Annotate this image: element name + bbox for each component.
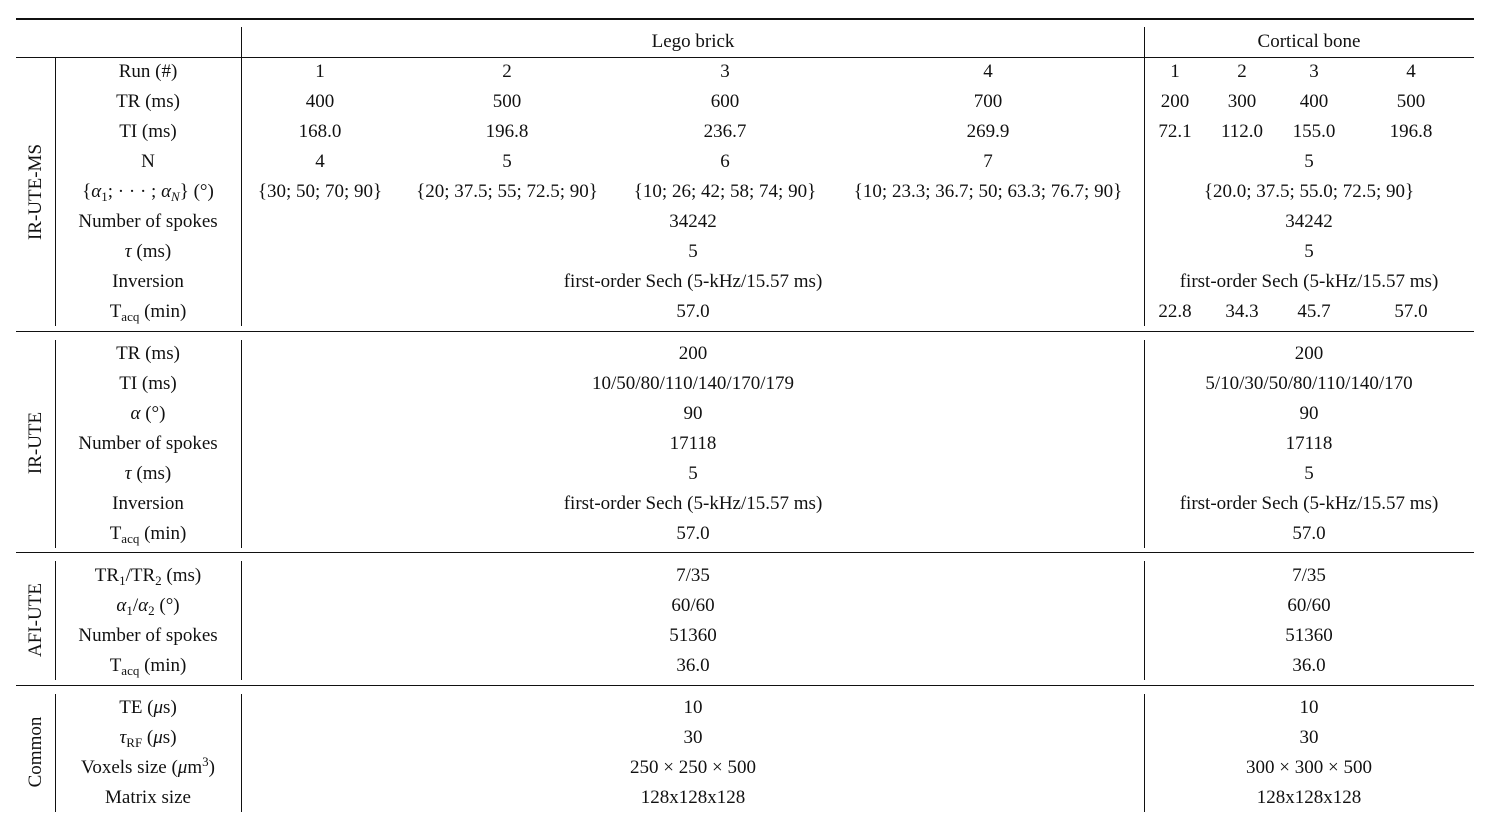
label-part: acq — [121, 309, 140, 324]
lego-ti-4: 269.9 — [966, 121, 1010, 142]
group-label-ir-ute: IR-UTE — [25, 411, 46, 475]
label-part: Voxels size ( — [81, 757, 178, 778]
lego-alpha-1: {30; 50; 70; 90} — [257, 181, 383, 202]
cortical-n: 5 — [1304, 151, 1314, 172]
row-label-alpha1-alpha2 — [116, 596, 179, 616]
row-label-tr1-tr2 — [95, 566, 201, 586]
cortical-alpha1-alpha2: 60/60 — [1287, 595, 1331, 616]
header-divider-left — [241, 27, 242, 58]
row-label-ti: TI (ms) — [119, 373, 177, 394]
lego-tr: 200 — [678, 343, 708, 364]
header-divider-right — [1144, 27, 1145, 58]
row-label-n: N — [141, 151, 155, 172]
s2-divider-left — [241, 340, 242, 548]
label-part: (min) — [139, 301, 187, 322]
row-label-tau — [125, 464, 171, 484]
header-rule — [16, 57, 1474, 58]
label-part: TE ( — [119, 697, 154, 718]
row-label-flip-angles: {$\alpha_1$; · · · ; $\alpha_N$} (°) — [82, 181, 214, 204]
s1-divider-left — [241, 58, 242, 326]
label-part: s) — [163, 697, 177, 718]
lego-tacq: 57.0 — [676, 301, 710, 322]
label-part: 1 — [119, 573, 126, 588]
lego-tr-3: 600 — [710, 91, 740, 112]
lego-ti-3: 236.7 — [703, 121, 747, 142]
cortical-tacq: 57.0 — [1292, 523, 1326, 544]
label-part: α — [130, 403, 141, 424]
lego-n-3: 6 — [720, 151, 730, 172]
row-label-inversion: Inversion — [112, 271, 184, 292]
row-label-te — [119, 698, 177, 718]
lego-tau: 5 — [688, 463, 698, 484]
cortical-tr: 200 — [1294, 343, 1324, 364]
label-part: α — [161, 181, 172, 202]
label-part: ; · · · ; — [107, 181, 162, 202]
cortical-spokes: 17118 — [1285, 433, 1333, 454]
label-part: (°) — [140, 403, 166, 424]
label-part: α — [116, 595, 127, 616]
lego-n-1: 4 — [315, 151, 325, 172]
label-part: α — [138, 595, 149, 616]
row-label-spokes: Number of spokes — [78, 211, 218, 232]
lego-run-1: 1 — [315, 61, 325, 82]
lego-run-4: 4 — [983, 61, 993, 82]
row-label-spokes: Number of spokes — [78, 433, 218, 454]
cortical-ti-4: 196.8 — [1389, 121, 1433, 142]
label-part: { — [82, 181, 92, 202]
label-part: m — [187, 757, 203, 778]
cortical-tau: 5 — [1304, 241, 1314, 262]
label-part: τ — [119, 727, 127, 748]
lego-alpha1-alpha2: 60/60 — [671, 595, 715, 616]
cortical-tr-3: 400 — [1299, 91, 1329, 112]
row-label-tacq — [110, 302, 187, 322]
cortical-tr1-tr2: 7/35 — [1292, 565, 1326, 586]
s3-divider-left — [241, 561, 242, 680]
row-label-tacq — [110, 656, 187, 676]
label-part: (min) — [139, 523, 187, 544]
label-part: 3 — [202, 754, 209, 769]
lego-te: 10 — [683, 697, 703, 718]
lego-ti-2: 196.8 — [485, 121, 529, 142]
label-part: α — [91, 181, 102, 202]
cortical-spokes: 34242 — [1285, 211, 1333, 232]
cortical-tr-4: 500 — [1396, 91, 1426, 112]
cortical-tacq-1: 22.8 — [1158, 301, 1192, 322]
lego-tau-rf: 30 — [683, 727, 703, 748]
lego-alpha-3: {10; 26; 42; 58; 74; 90} — [633, 181, 817, 202]
cortical-alpha: {20.0; 37.5; 55.0; 72.5; 90} — [1203, 181, 1415, 202]
lego-n-4: 7 — [983, 151, 993, 172]
label-part: (°) — [154, 595, 180, 616]
s3-divider-right — [1144, 561, 1145, 680]
s4-divider-group — [55, 694, 56, 812]
label-part: TR — [94, 565, 120, 586]
label-part: τ — [124, 463, 132, 484]
row-label-spokes: Number of spokes — [78, 625, 218, 646]
label-part: (ms) — [131, 463, 172, 484]
label-part: /TR — [125, 565, 156, 586]
lego-ti: 10/50/80/110/140/170/179 — [592, 373, 794, 394]
cortical-run-4: 4 — [1406, 61, 1416, 82]
cortical-tacq: 36.0 — [1292, 655, 1326, 676]
cortical-ti-3: 155.0 — [1292, 121, 1336, 142]
label-part: / — [132, 595, 139, 616]
s2-divider-right — [1144, 340, 1145, 548]
group-label-common: Common — [25, 716, 46, 788]
row-label-tr: TR (ms) — [116, 91, 180, 112]
row-label-inversion: Inversion — [112, 493, 184, 514]
label-part: μ — [177, 757, 188, 778]
row-label-tacq — [110, 524, 187, 544]
s1-divider-group — [55, 58, 56, 326]
label-part: τ — [124, 241, 132, 262]
cortical-matrix-size: 128x128x128 — [1256, 787, 1362, 808]
s4-divider-left — [241, 694, 242, 812]
cortical-tacq-4: 57.0 — [1394, 301, 1428, 322]
label-part: RF — [126, 735, 143, 750]
lego-run-3: 3 — [720, 61, 730, 82]
label-part: ) — [208, 757, 215, 778]
s3-divider-group — [55, 561, 56, 680]
row-label-alpha — [131, 404, 166, 424]
s2-divider-group — [55, 340, 56, 548]
header-lego-brick: Lego brick — [651, 31, 735, 52]
cortical-inversion: first-order Sech (5-kHz/15.57 ms) — [1179, 493, 1439, 514]
label-part: acq — [121, 531, 140, 546]
label-part: 2 — [148, 603, 155, 618]
label-part: } (°) — [179, 181, 214, 202]
row-label-tau — [125, 242, 171, 262]
lego-tr-2: 500 — [492, 91, 522, 112]
row-label-run: Run (#) — [118, 61, 178, 82]
cortical-run-2: 2 — [1237, 61, 1247, 82]
row-label-tr: TR (ms) — [116, 343, 180, 364]
cortical-run-1: 1 — [1170, 61, 1180, 82]
row-label-tau-rf — [119, 728, 176, 748]
lego-run-2: 2 — [502, 61, 512, 82]
lego-tr-4: 700 — [973, 91, 1003, 112]
lego-alpha-4: {10; 23.3; 36.7; 50; 63.3; 76.7; 90} — [853, 181, 1123, 202]
cortical-tau-rf: 30 — [1299, 727, 1319, 748]
label-part: 1 — [126, 603, 133, 618]
s1-divider-right — [1144, 58, 1145, 326]
label-part: (min) — [139, 655, 187, 676]
label-part: ( — [142, 727, 154, 748]
label-part: T — [109, 655, 122, 676]
header-cortical-bone: Cortical bone — [1257, 31, 1361, 52]
section-rule-1 — [16, 331, 1474, 332]
lego-tr1-tr2: 7/35 — [676, 565, 710, 586]
cortical-run-3: 3 — [1309, 61, 1319, 82]
section-rule-2 — [16, 552, 1474, 553]
cortical-tacq-2: 34.3 — [1225, 301, 1259, 322]
lego-alpha: 90 — [683, 403, 703, 424]
cortical-te: 10 — [1299, 697, 1319, 718]
section-rule-3 — [16, 685, 1474, 686]
lego-n-2: 5 — [502, 151, 512, 172]
lego-inversion: first-order Sech (5-kHz/15.57 ms) — [563, 271, 823, 292]
s4-divider-right — [1144, 694, 1145, 812]
group-label-ir-ute-ms: IR-UTE-MS — [25, 143, 46, 241]
lego-spokes: 51360 — [669, 625, 717, 646]
lego-tacq: 36.0 — [676, 655, 710, 676]
cortical-voxel-size: 300 × 300 × 500 — [1246, 757, 1372, 778]
label-part: (ms) — [161, 565, 202, 586]
cortical-inversion: first-order Sech (5-kHz/15.57 ms) — [1179, 271, 1439, 292]
lego-alpha-2: {20; 37.5; 55; 72.5; 90} — [416, 181, 598, 202]
label-part: s) — [162, 727, 177, 748]
label-part: T — [109, 523, 122, 544]
cortical-ti: 5/10/30/50/80/110/140/170 — [1205, 373, 1413, 394]
lego-voxel-size: 250 × 250 × 500 — [630, 757, 756, 778]
lego-spokes: 34242 — [669, 211, 717, 232]
label-part: acq — [121, 663, 140, 678]
lego-ti-1: 168.0 — [298, 121, 342, 142]
label-part: μ — [153, 727, 163, 748]
cortical-spokes: 51360 — [1285, 625, 1333, 646]
lego-tacq: 57.0 — [676, 523, 710, 544]
label-part: T — [109, 301, 122, 322]
cortical-ti-1: 72.1 — [1158, 121, 1192, 142]
row-label-matrix-size: Matrix size — [104, 787, 192, 808]
label-part: (ms) — [131, 241, 172, 262]
cortical-alpha: 90 — [1299, 403, 1319, 424]
lego-inversion: first-order Sech (5-kHz/15.57 ms) — [563, 493, 823, 514]
cortical-tr-1: 200 — [1160, 91, 1190, 112]
lego-spokes: 17118 — [669, 433, 717, 454]
row-label-ti: TI (ms) — [119, 121, 177, 142]
lego-matrix-size: 128x128x128 — [640, 787, 746, 808]
label-part: 2 — [155, 573, 162, 588]
lego-tr-1: 400 — [305, 91, 335, 112]
group-label-afi-ute: AFI-UTE — [25, 583, 46, 657]
cortical-tau: 5 — [1304, 463, 1314, 484]
lego-tau: 5 — [688, 241, 698, 262]
cortical-ti-2: 112.0 — [1220, 121, 1264, 142]
label-part: μ — [153, 697, 164, 718]
top-rule — [16, 18, 1474, 20]
cortical-tacq-3: 45.7 — [1297, 301, 1331, 322]
cortical-tr-2: 300 — [1227, 91, 1257, 112]
row-label-voxel-size — [81, 754, 215, 778]
